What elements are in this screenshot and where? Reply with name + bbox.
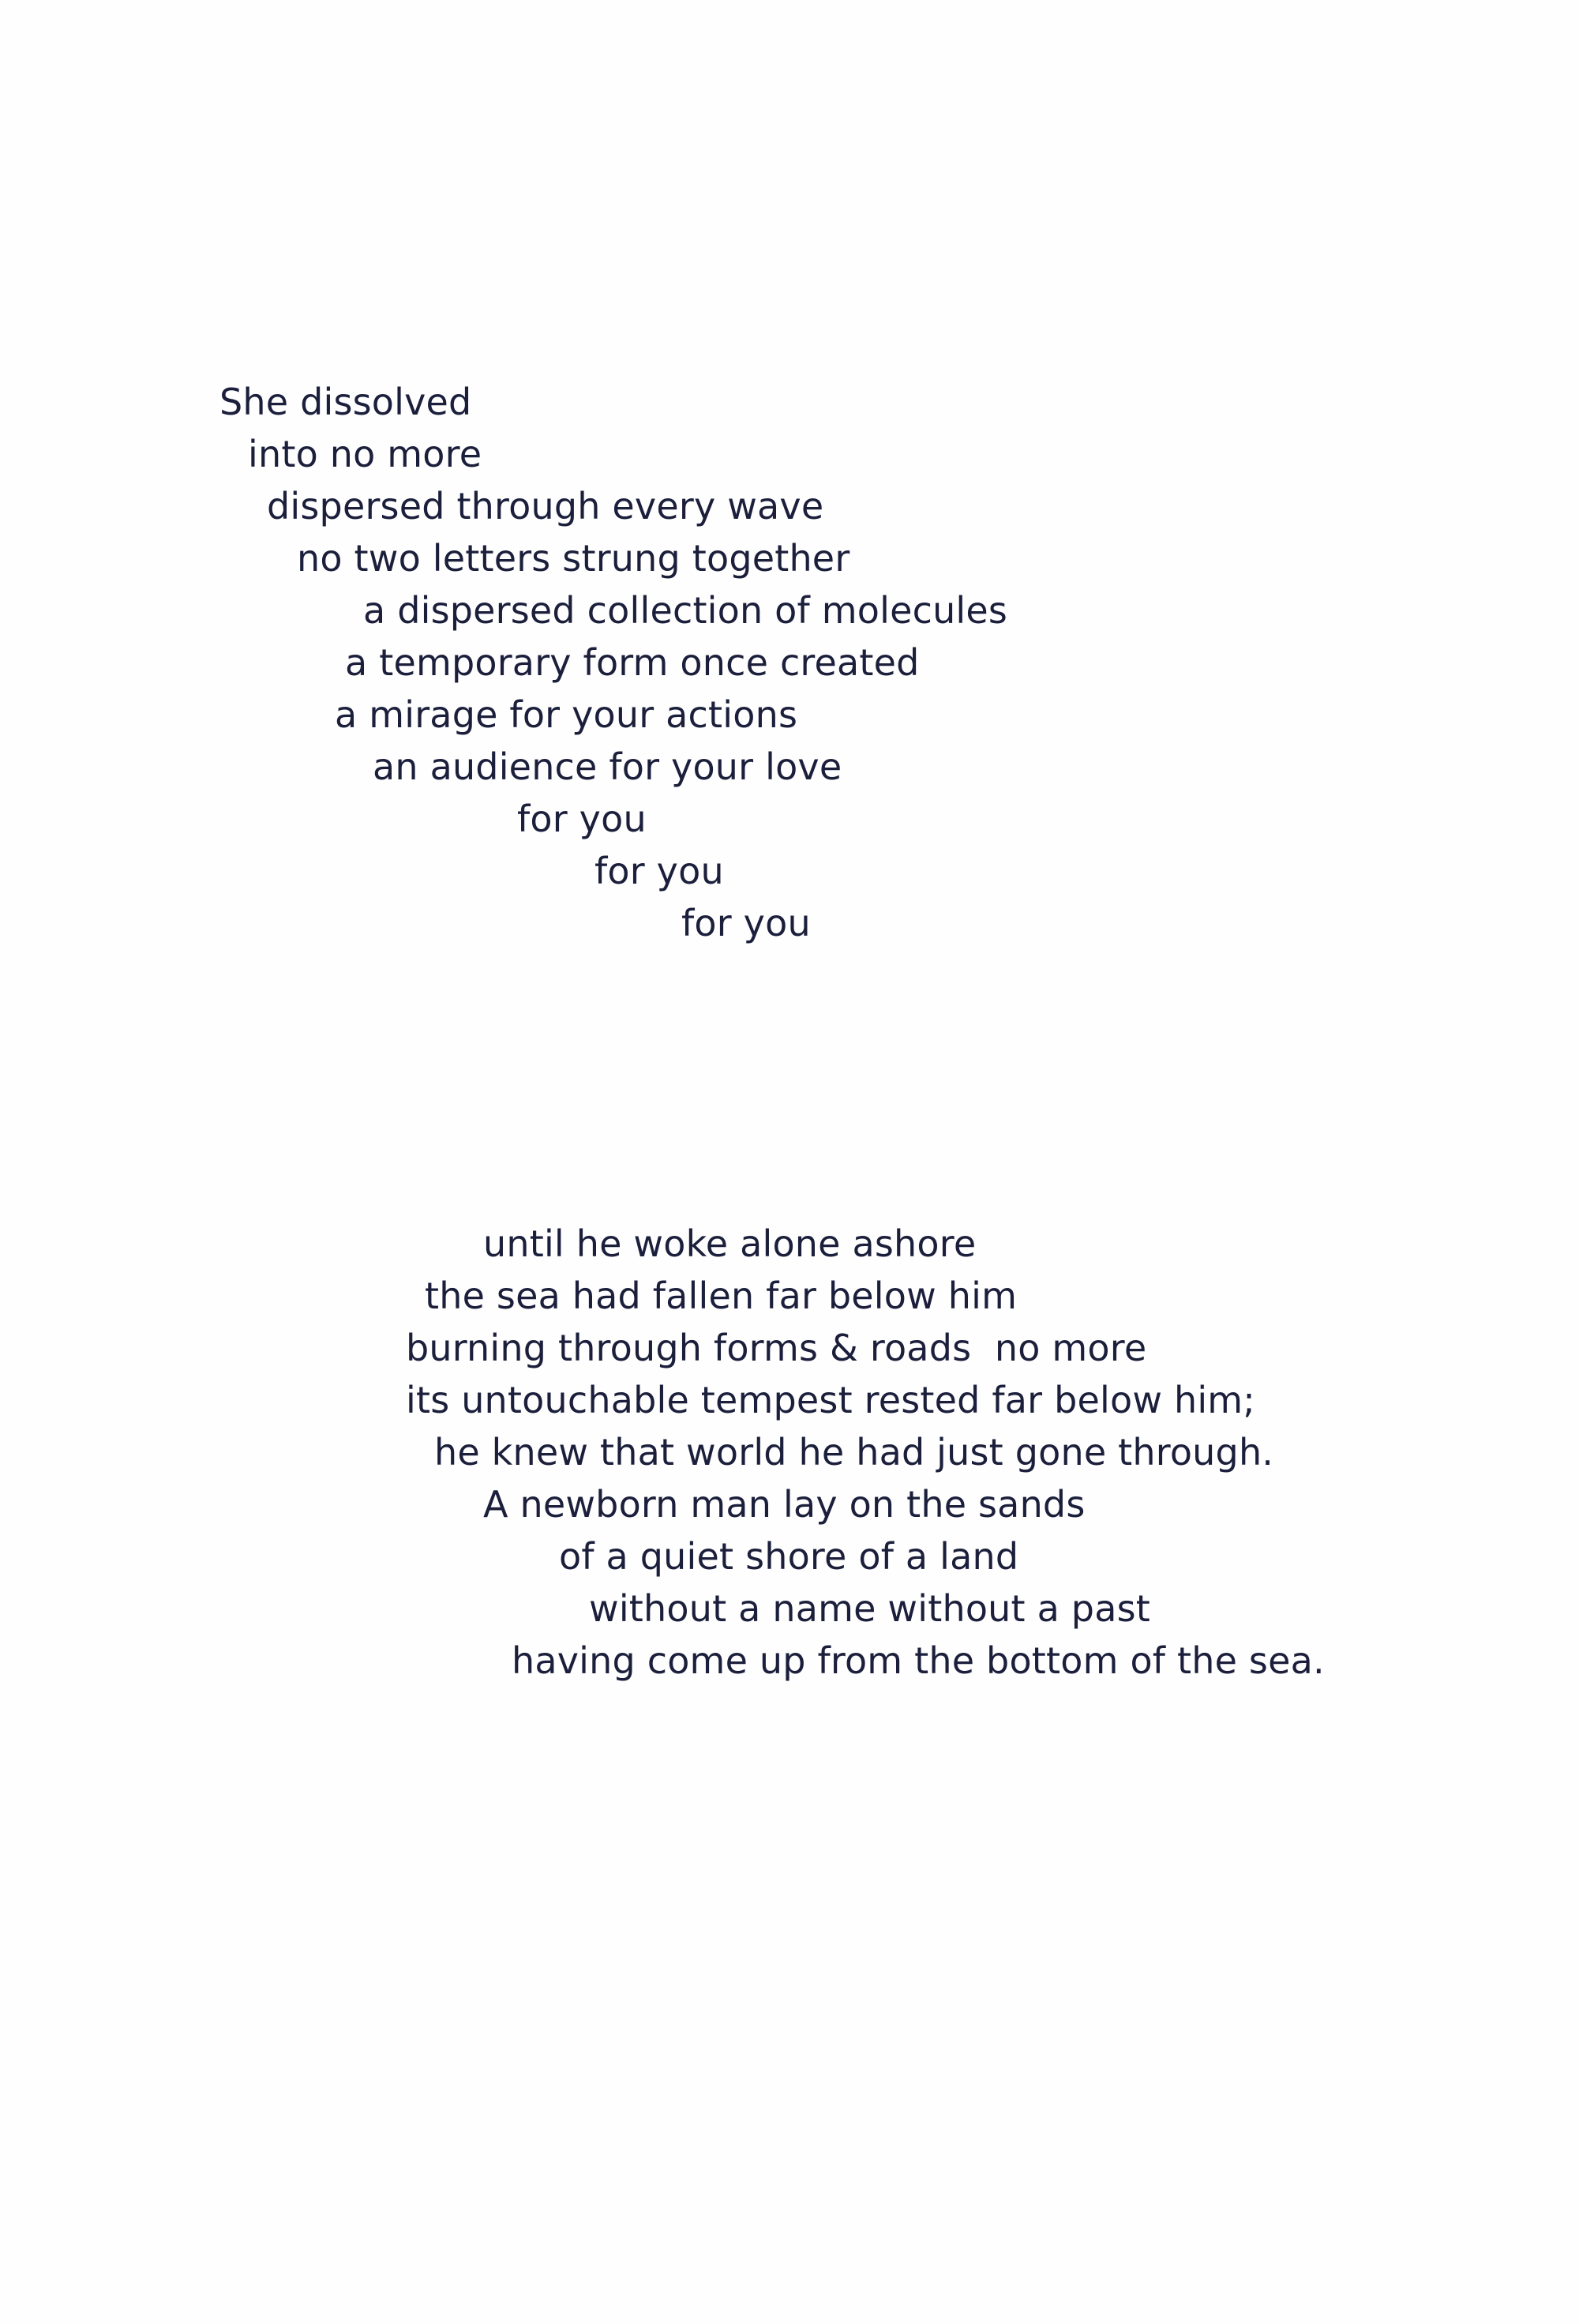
poem-line: for you — [681, 902, 811, 944]
poem-line: for you — [517, 798, 647, 840]
poem-line: of a quiet shore of a land — [559, 1535, 1019, 1578]
poem-line: burning through forms & roads no more — [406, 1327, 1147, 1369]
poem-line: he knew that world he had just gone through. — [434, 1431, 1274, 1474]
poem-line: no two letters strung together — [297, 537, 850, 580]
poem-line: until he woke alone ashore — [483, 1222, 977, 1265]
poem-line: a mirage for your actions — [335, 693, 798, 736]
poem-line: a dispersed collection of molecules — [363, 589, 1008, 632]
poem-line: a temporary form once created — [345, 641, 920, 684]
poem-line: dispersed through every wave — [267, 485, 824, 527]
poem-line: without a name without a past — [589, 1587, 1150, 1630]
poem-line: having come up from the bottom of the sea. — [512, 1639, 1325, 1682]
poem-line: the sea had fallen far below him — [425, 1275, 1018, 1317]
poem-line: its untouchable tempest rested far below him; — [406, 1379, 1256, 1421]
poem-line: into no more — [248, 433, 482, 475]
poem-line: A newborn man lay on the sands — [483, 1483, 1086, 1526]
poem-line: She dissolved — [219, 381, 472, 423]
poem-line: for you — [594, 850, 724, 892]
poem-line: an audience for your love — [373, 745, 842, 788]
